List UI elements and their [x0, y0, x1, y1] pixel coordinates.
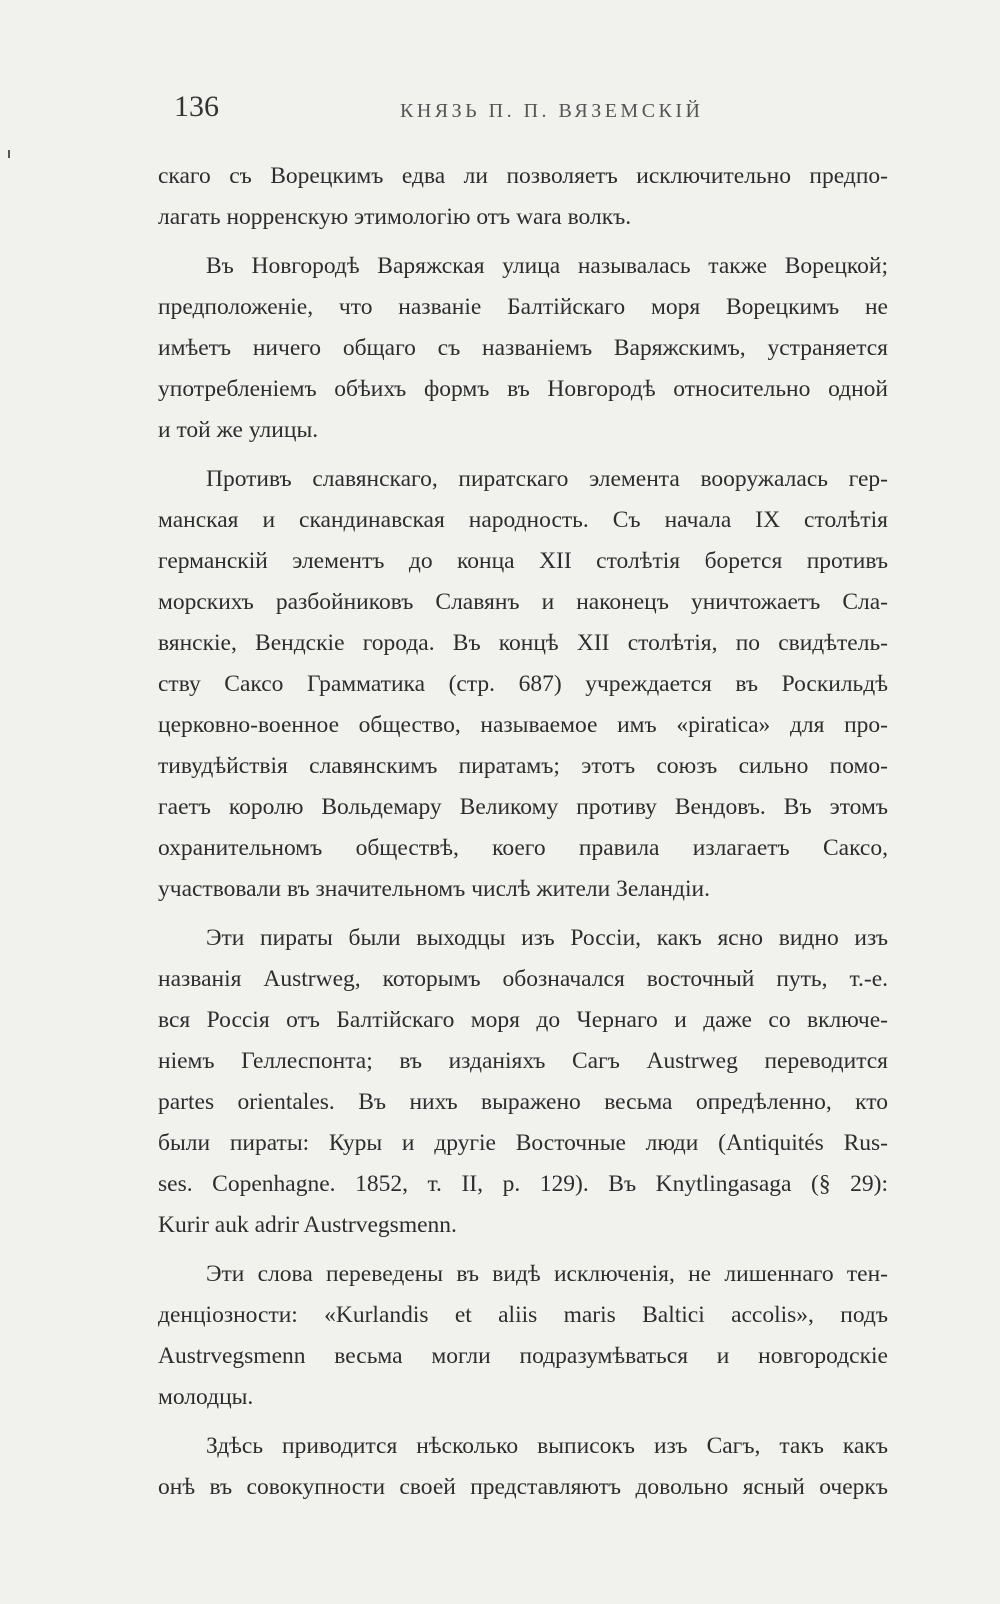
running-head: КНЯЗЬ П. П. ВЯЗЕМСКІЙ — [400, 100, 704, 122]
text-line: денціозности: «Kurlandis et aliis maris Baltici accolis», подъ — [158, 1302, 888, 1328]
text-line: имѣетъ ничего общаго съ названіемъ Варяжскимъ, устраняется — [158, 335, 888, 361]
text-line: Эти пираты были выходцы изъ Россіи, какъ ясно видно изъ — [206, 925, 888, 951]
paragraph-gap — [158, 1246, 888, 1254]
text-line: Въ Новгородѣ Варяжская улица называлась также Ворецкой; — [206, 253, 888, 279]
text-line: и той же улицы. — [158, 417, 319, 443]
paragraph — [158, 459, 888, 910]
paragraph-gap — [158, 910, 888, 918]
text-line: лагать норренскую этимологію отъ wara волкъ. — [158, 204, 632, 230]
text-line: участвовали въ значительномъ числѣ жители Зеландіи. — [158, 876, 710, 902]
text-line: употребленіемъ обѣихъ формъ въ Новгородѣ относительно одной — [158, 376, 888, 402]
text-line: ses. Copenhagne. 1852, т. II, p. 129). Въ Knytlingasaga (§ 29): — [158, 1171, 888, 1197]
text-line: молодцы. — [158, 1384, 254, 1410]
text-line: манская и скандинавская народность. Съ начала IX столѣтія — [158, 507, 888, 533]
text-line: Эти слова переведены въ видѣ исключенія, не лишеннаго тен- — [206, 1261, 888, 1287]
page-number: 136 — [174, 90, 219, 123]
paragraph — [158, 918, 888, 1246]
text-line: Kurir auk adrir Austrvegsmenn. — [158, 1212, 457, 1238]
text-line: Austrvegsmenn весьма могли подразумѣваться и новгородскіе — [158, 1343, 888, 1369]
text-line: тивудѣйствія славянскимъ пиратамъ; этотъ союзъ сильно помо- — [158, 753, 888, 779]
text-line: partes orientales. Въ нихъ выражено весьма опредѣленно, кто — [158, 1089, 888, 1115]
paragraph-gap — [158, 1418, 888, 1426]
text-line: ству Саксо Грамматика (стр. 687) учреждается въ Роскильдѣ — [158, 671, 888, 697]
text-line: германскій элементъ до конца XII столѣтія борется противъ — [158, 548, 888, 574]
paragraph — [158, 1254, 888, 1418]
text-line: скаго съ Ворецкимъ едва ли позволяетъ исключительно предпо- — [158, 163, 888, 189]
paragraph-gap — [158, 238, 888, 246]
text-line: Противъ славянскаго, пиратскаго элемента вооружалась гер- — [206, 466, 888, 492]
paragraph — [158, 1426, 888, 1508]
text-line: предположеніе, что названіе Балтійскаго моря Ворецкимъ не — [158, 294, 888, 320]
text-line: вянскіе, Вендскіе города. Въ концѣ XII столѣтія, по свидѣтель- — [158, 630, 888, 656]
text-line: были пираты: Куры и другіе Восточные люди (Antiquités Rus- — [158, 1130, 888, 1156]
text-line: онѣ въ совокупности своей представляютъ довольно ясный очеркъ — [158, 1474, 888, 1500]
text-line: Здѣсь приводится нѣсколько выписокъ изъ Сагъ, такъ какъ — [206, 1433, 888, 1459]
paragraph-gap — [158, 451, 888, 459]
text-line: ніемъ Геллеспонта; въ изданіяхъ Сагъ Austrweg переводится — [158, 1048, 888, 1074]
text-line: церковно-военное общество, называемое имъ «piratica» для про- — [158, 712, 888, 738]
text-line: охранительномъ обществѣ, коего правила излагаетъ Саксо, — [158, 835, 888, 861]
text-line: вся Россія отъ Балтійскаго моря до Чернаго и даже со включе- — [158, 1007, 888, 1033]
text-line: названія Austrweg, которымъ обозначался восточный путь, т.-е. — [158, 966, 888, 992]
body-text — [158, 156, 888, 1508]
text-line: гаетъ королю Вольдемару Великому противу Вендовъ. Въ этомъ — [158, 794, 888, 820]
paragraph — [158, 156, 888, 238]
paragraph — [158, 246, 888, 451]
margin-mark — [8, 150, 10, 158]
text-line: морскихъ разбойниковъ Славянъ и наконецъ уничтожаетъ Сла- — [158, 589, 888, 615]
